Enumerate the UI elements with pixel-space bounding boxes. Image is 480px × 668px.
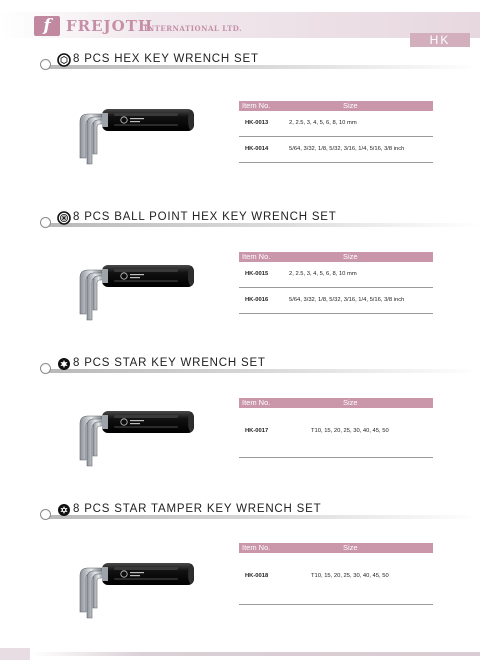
item-no: HK-0018 — [245, 573, 269, 579]
item-no: HK-0014 — [245, 146, 269, 152]
table-header — [239, 101, 433, 111]
star-icon — [57, 357, 71, 371]
header-size: Size — [343, 398, 358, 407]
table-header — [239, 398, 433, 408]
bullet-dot-icon — [40, 217, 51, 228]
page-corner-mark — [0, 648, 30, 660]
category-tab: HK — [410, 33, 470, 47]
company-name: FREJOTH — [66, 17, 154, 35]
ball-point-wrench-image — [74, 256, 198, 326]
item-no: HK-0017 — [245, 428, 269, 434]
header-item-no: Item No. — [242, 252, 271, 261]
footer-rule — [30, 652, 480, 656]
header-item-no: Item No. — [242, 398, 271, 407]
table-row — [239, 137, 433, 163]
size-value: 2, 2.5, 3, 4, 5, 6, 8, 10 mm — [289, 120, 357, 126]
size-value: 5/64, 3/32, 1/8, 5/32, 3/16, 1/4, 5/16, 3/8 inch — [289, 297, 405, 303]
star-key-wrench-image — [74, 402, 198, 472]
size-value: 5/64, 3/32, 1/8, 5/32, 3/16, 1/4, 5/16, 3/8 inch — [289, 146, 405, 152]
hexagon-icon — [57, 53, 71, 67]
item-no: HK-0013 — [245, 120, 269, 126]
header-item-no: Item No. — [242, 101, 271, 110]
size-value: 2, 2.5, 3, 4, 5, 6, 8, 10 mm — [289, 271, 357, 277]
item-no: HK-0016 — [245, 297, 269, 303]
table-row — [239, 288, 433, 314]
bullet-dot-icon — [40, 509, 51, 520]
spec-table — [239, 543, 433, 605]
table-row — [239, 262, 433, 288]
title-rule — [48, 369, 480, 373]
header-size: Size — [343, 543, 358, 552]
section-title: 8 PCS STAR TAMPER KEY WRENCH SET — [73, 503, 325, 515]
logo-icon: f — [34, 16, 60, 36]
ball-point-icon — [57, 211, 71, 225]
hex-key-wrench-image — [74, 100, 198, 170]
section-title: 8 PCS HEX KEY WRENCH SET — [73, 53, 263, 65]
spec-table — [239, 101, 433, 163]
star-tamper-icon — [57, 503, 71, 517]
section-title: 8 PCS BALL POINT HEX KEY WRENCH SET — [73, 211, 341, 223]
table-row — [239, 553, 433, 605]
title-rule — [48, 65, 480, 69]
star-tamper-wrench-image — [74, 554, 198, 624]
item-no: HK-0015 — [245, 271, 269, 277]
section-title: 8 PCS STAR KEY WRENCH SET — [73, 357, 270, 369]
header-size: Size — [343, 252, 358, 261]
size-value: T10, 15, 20, 25, 30, 40, 45, 50 — [311, 573, 389, 579]
table-row — [239, 111, 433, 137]
spec-table — [239, 252, 433, 314]
bullet-dot-icon — [40, 59, 51, 70]
company-suffix: INTERNATIONAL LTD. — [144, 24, 243, 33]
section-title-bar — [40, 54, 480, 68]
section-title-bar — [40, 358, 480, 372]
title-rule — [48, 223, 480, 227]
table-header — [239, 543, 433, 553]
table-row — [239, 408, 433, 458]
title-rule — [48, 515, 480, 519]
section-title-bar — [40, 212, 480, 226]
table-header — [239, 252, 433, 262]
header-size: Size — [343, 101, 358, 110]
bullet-dot-icon — [40, 363, 51, 374]
size-value: T10, 15, 20, 25, 30, 40, 45, 50 — [311, 428, 389, 434]
spec-table — [239, 398, 433, 458]
section-title-bar — [40, 504, 480, 518]
header-item-no: Item No. — [242, 543, 271, 552]
